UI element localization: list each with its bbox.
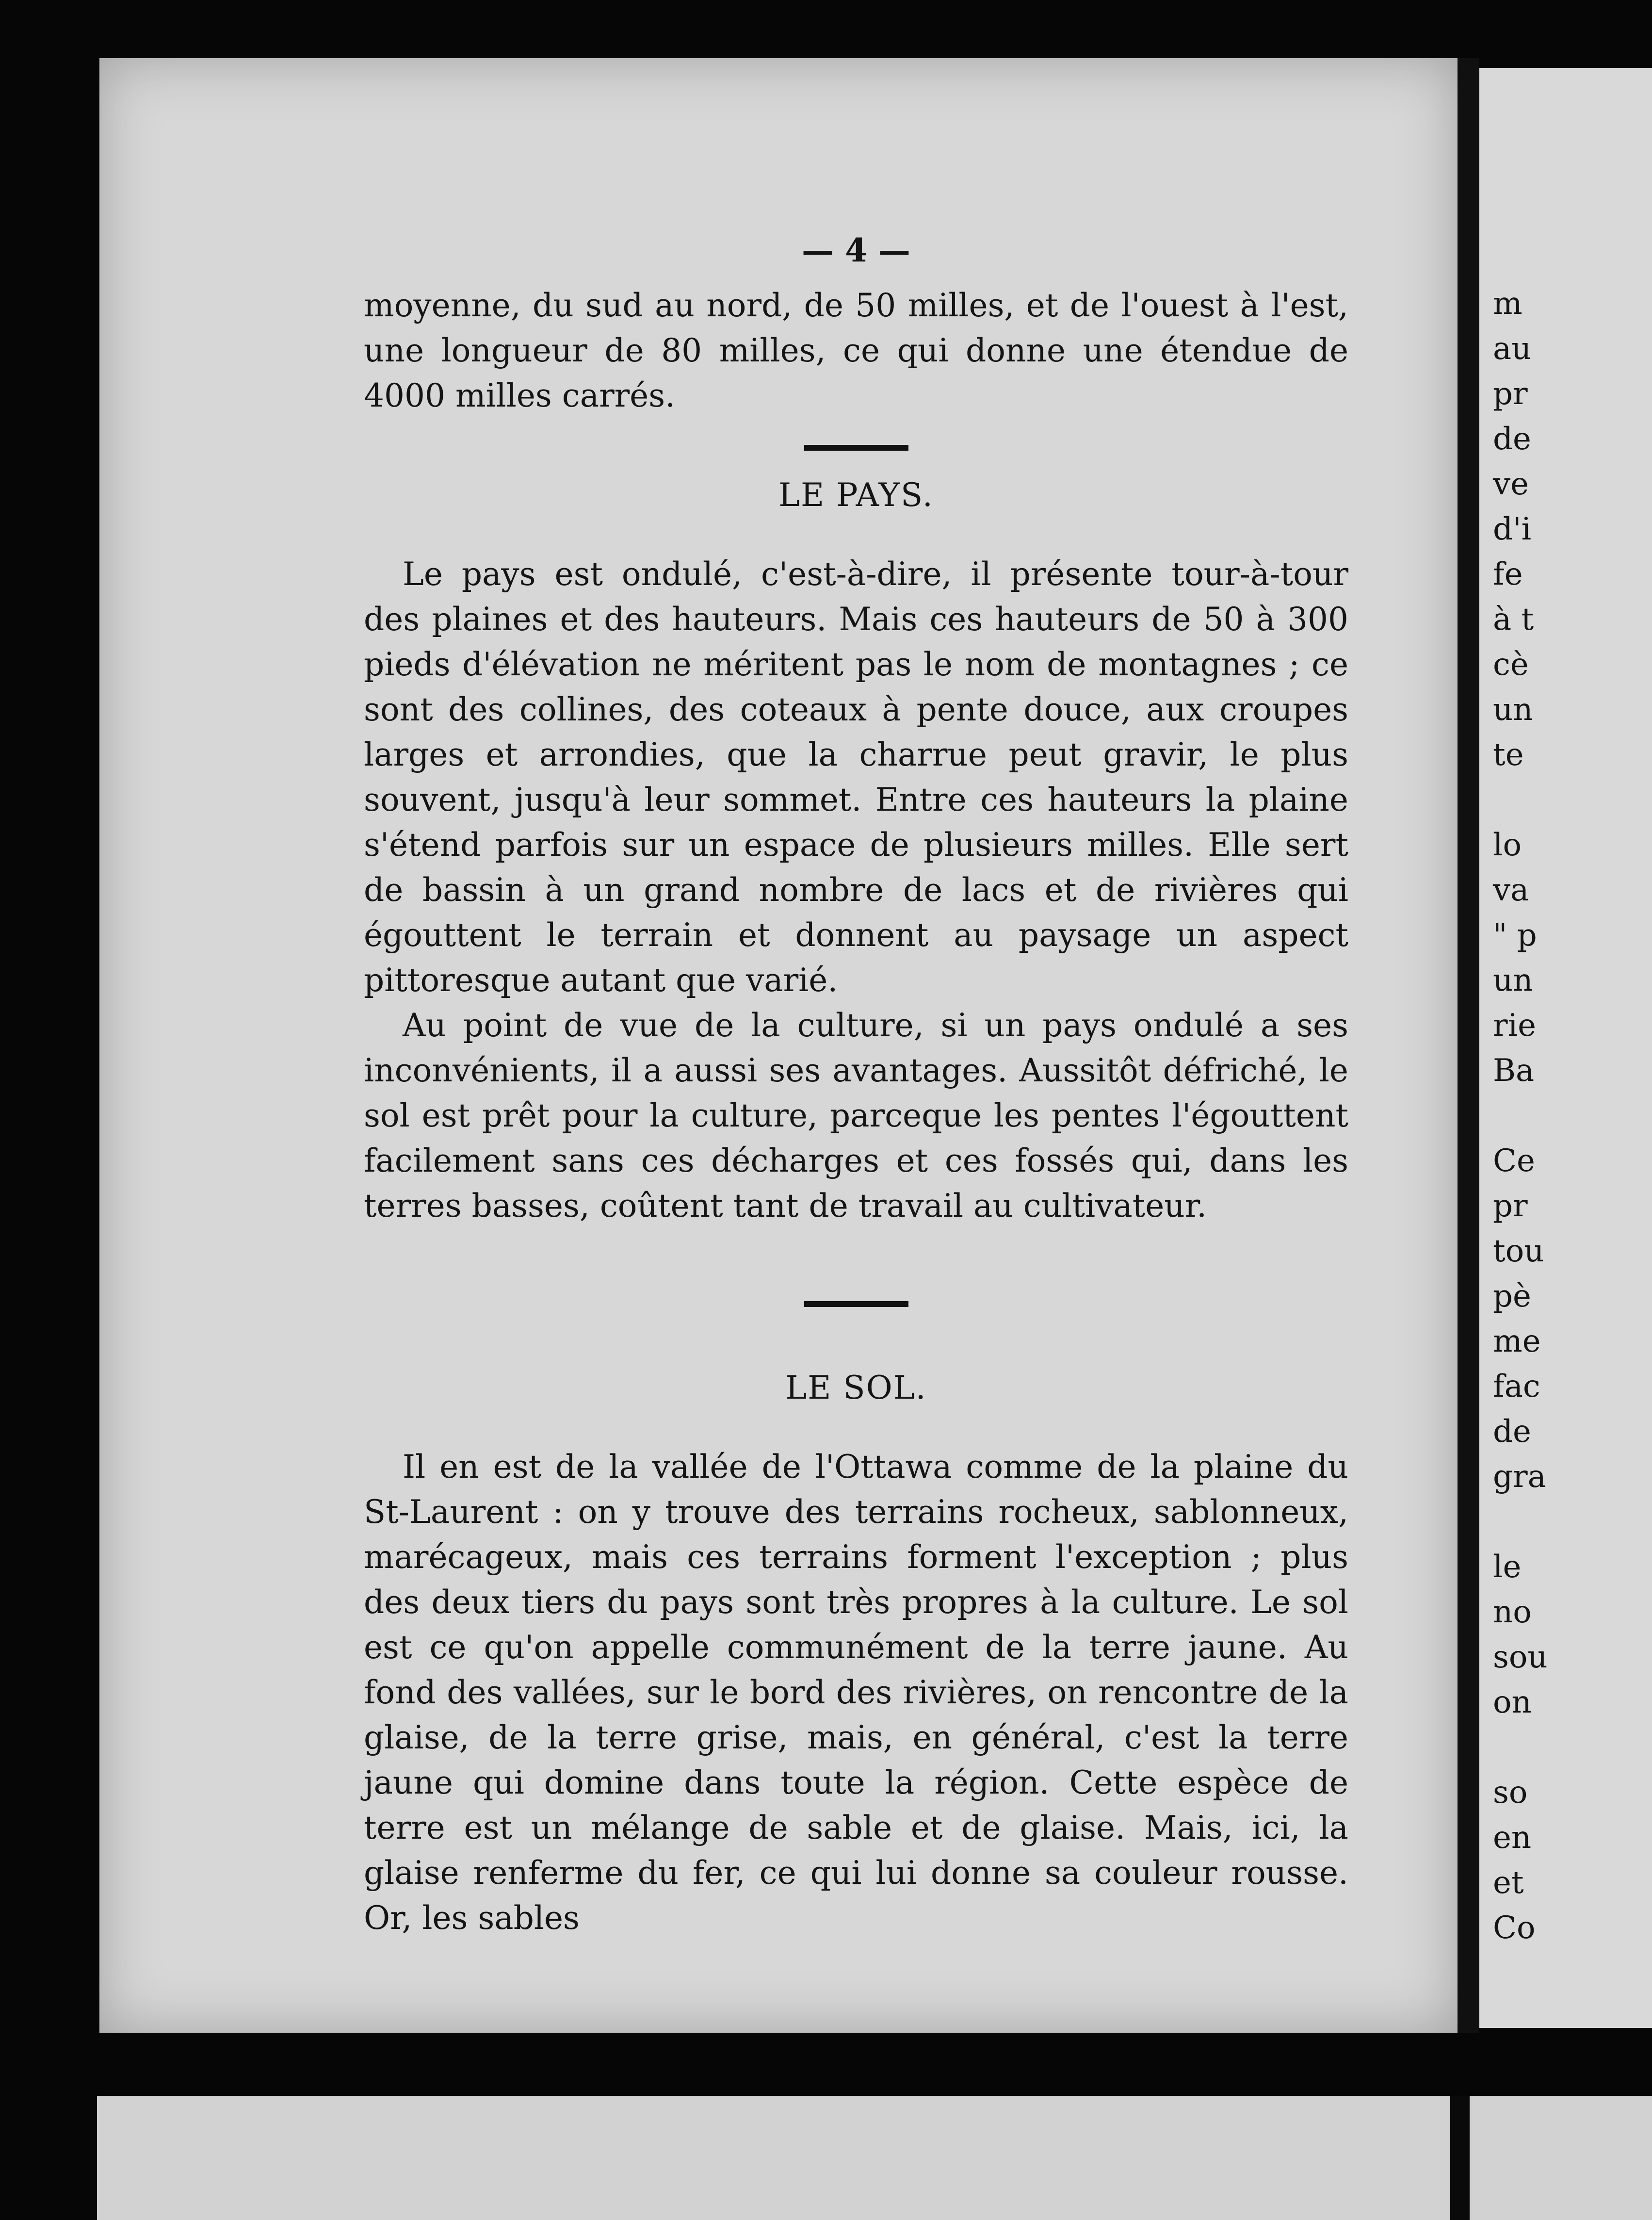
intro-paragraph: moyenne, du sud au nord, de 50 milles, et de l'ouest à l'est, une longueur de 80 milles, ce qui donne une étendue de 4000 milles carrés. (364, 287, 1348, 414)
fragment-line: de (1493, 421, 1531, 457)
page-text (364, 228, 1348, 1941)
right-page-text (1493, 281, 1548, 1951)
fragment-line: gra (1493, 1459, 1546, 1495)
fragment-line (1493, 1500, 1548, 1545)
fragment-line: so (1493, 1775, 1528, 1811)
page-number: — 4 — (802, 231, 910, 269)
fragment-line (1493, 1094, 1548, 1139)
section-divider (804, 1301, 908, 1307)
fragment-line: on (1493, 1684, 1532, 1720)
fragment-line (1493, 1725, 1548, 1770)
fragment-line: au (1493, 331, 1532, 367)
next-page-strip (97, 2096, 1652, 2220)
fragment-line: un (1493, 963, 1533, 998)
paragraph-pays-2: Au point de vue de la culture, si un pays ondulé a ses inconvénients, il a aussi ses avantages. Aussitôt défriché, le sol est prêt pour la culture, parceque les pentes l'égouttent facilement sans ces décharges et ces fossés qui, dans les terres basses, coûtent tant de travail au cultivateur. (364, 1007, 1348, 1224)
section-title-pays: LE PAYS. (778, 476, 934, 514)
paragraph-pays-1: Le pays est ondulé, c'est-à-dire, il présente tour-à-tour des plaines et des hauteurs. Mais ces hauteurs de 50 à 300 pieds d'élévation ne méritent pas le nom de montagnes ; ce sont des collines, des coteaux à pente douce, aux croupes larges et arrondies, que la charrue peut gravir, le plus souvent, jusqu'à leur sommet. Entre ces hauteurs la plaine s'étend parfois sur un espace de plusieurs milles. Elle sert de bassin à un grand nombre de lacs et de rivières qui égouttent le terrain et donnent au paysage un aspect pittoresque autant que varié. (364, 555, 1348, 999)
fragment-line: pr (1493, 1188, 1528, 1224)
fragment-line: ve (1493, 466, 1529, 502)
fragment-line: pè (1493, 1278, 1531, 1314)
fragment-line: et (1493, 1865, 1524, 1901)
fragment-line: m (1493, 286, 1522, 322)
fragment-line: Co (1493, 1910, 1536, 1946)
paragraph-sol-1: Il en est de la vallée de l'Ottawa comme de la plaine du St-Laurent : on y trouve des terrains rocheux, sablonneux, marécageux, mais ces terrains forment l'exception ; plus des deux tiers du pays sont très propres à la culture. Le sol est ce qu'on appelle communément de la terre jaune. Au fond des vallées, sur le bord des rivières, on rencontre de la glaise, de la terre grise, mais, en général, c'est la terre jaune qui domine dans toute la région. Cette espèce de terre est un mélange de sable et de glaise. Mais, ici, la glaise renferme du fer, ce qui lui donne sa couleur rousse. Or, les sables (364, 1448, 1348, 1937)
fragment-line: no (1493, 1594, 1532, 1630)
fragment-line: " p (1493, 917, 1537, 953)
fragment-line: à t (1493, 602, 1534, 637)
fragment-line: lo (1493, 827, 1522, 863)
fragment-line: sou (1493, 1639, 1548, 1675)
fragment-line: te (1493, 737, 1524, 773)
fragment-line: Ce (1493, 1143, 1535, 1179)
fragment-line: fac (1493, 1369, 1540, 1404)
fragment-line: le (1493, 1549, 1522, 1585)
right-page-fragment (1479, 68, 1652, 2028)
fragment-line: tou (1493, 1233, 1544, 1269)
section-title-sol: LE SOL. (785, 1369, 927, 1406)
fragment-line: en (1493, 1820, 1532, 1856)
fragment-line (1493, 778, 1548, 823)
fragment-line: de (1493, 1414, 1531, 1450)
page-gutter (1458, 58, 1479, 2033)
fragment-line: cè (1493, 647, 1529, 683)
fragment-line: rie (1493, 1008, 1536, 1044)
section-divider (804, 445, 908, 451)
fragment-line: pr (1493, 376, 1528, 412)
fragment-line: un (1493, 692, 1533, 728)
fragment-line: Ba (1493, 1053, 1535, 1089)
fragment-line: d'i (1493, 511, 1532, 547)
strip-gap (1450, 2096, 1470, 2220)
fragment-line: va (1493, 872, 1529, 908)
fragment-line: me (1493, 1323, 1541, 1359)
fragment-line: fe (1493, 556, 1523, 592)
